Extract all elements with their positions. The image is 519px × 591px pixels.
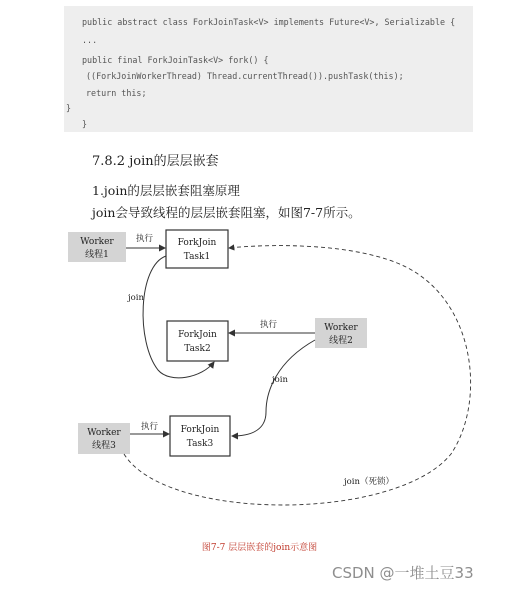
exec-label: 执行 [136,234,154,244]
worker-label: Worker [80,237,114,247]
worker-label: Worker [87,428,121,438]
exec-label: 执行 [260,320,278,330]
body-paragraph: join会导致线程的层层嵌套阻塞，如图7-7所示。 [92,205,361,220]
code-line: public final ForkJoinTask<V> fork() { [82,55,269,65]
deadlock-label: join（死锁） [344,477,394,487]
figure-caption: 图7-7 层层嵌套的join示意图 [201,543,318,553]
task-label: Task3 [186,439,214,449]
code-line: public abstract class ForkJoinTask<V> implements Future<V>, Serializable { [82,17,456,27]
forkjoin-task-1 [166,230,228,268]
code-line: ((ForkJoinWorkerThread) Thread.currentThread()).pushTask(this); [86,71,404,81]
task-box [170,416,230,456]
worker-thread-1 [68,232,126,262]
worker-label: Worker [324,323,358,333]
task-box [166,230,228,268]
join-nesting-diagram [66,222,476,528]
worker-label: 线程1 [85,250,109,260]
worker-thread-2 [315,318,367,348]
subsection-heading: 1.join的层层嵌套阻塞原理 [92,183,240,198]
join-arrow [232,340,315,436]
join-label: join [128,293,144,303]
section-heading: 7.8.2 join的层层嵌套 [92,154,219,169]
forkjoin-task-3 [170,416,230,456]
task-label: ForkJoin [180,425,220,435]
join-label: join [272,375,288,385]
task-label: Task2 [184,344,211,354]
code-line: return this; [86,88,147,98]
code-line: } [82,119,88,129]
task-label: ForkJoin [178,330,217,340]
worker-label: 线程2 [329,336,353,346]
task-label: Task1 [183,252,211,262]
code-line: } [66,103,72,113]
deadlock-join-arrow [124,246,471,505]
exec-label: 执行 [141,422,159,432]
task-label: ForkJoin [177,238,217,248]
watermark: CSDN @一堆土豆33 [332,564,474,582]
worker-thread-3 [78,423,130,454]
code-line: ... [82,35,98,45]
task-box [167,321,228,361]
forkjoin-task-2 [167,321,228,361]
worker-label: 线程3 [92,441,116,451]
code-block [64,6,473,132]
